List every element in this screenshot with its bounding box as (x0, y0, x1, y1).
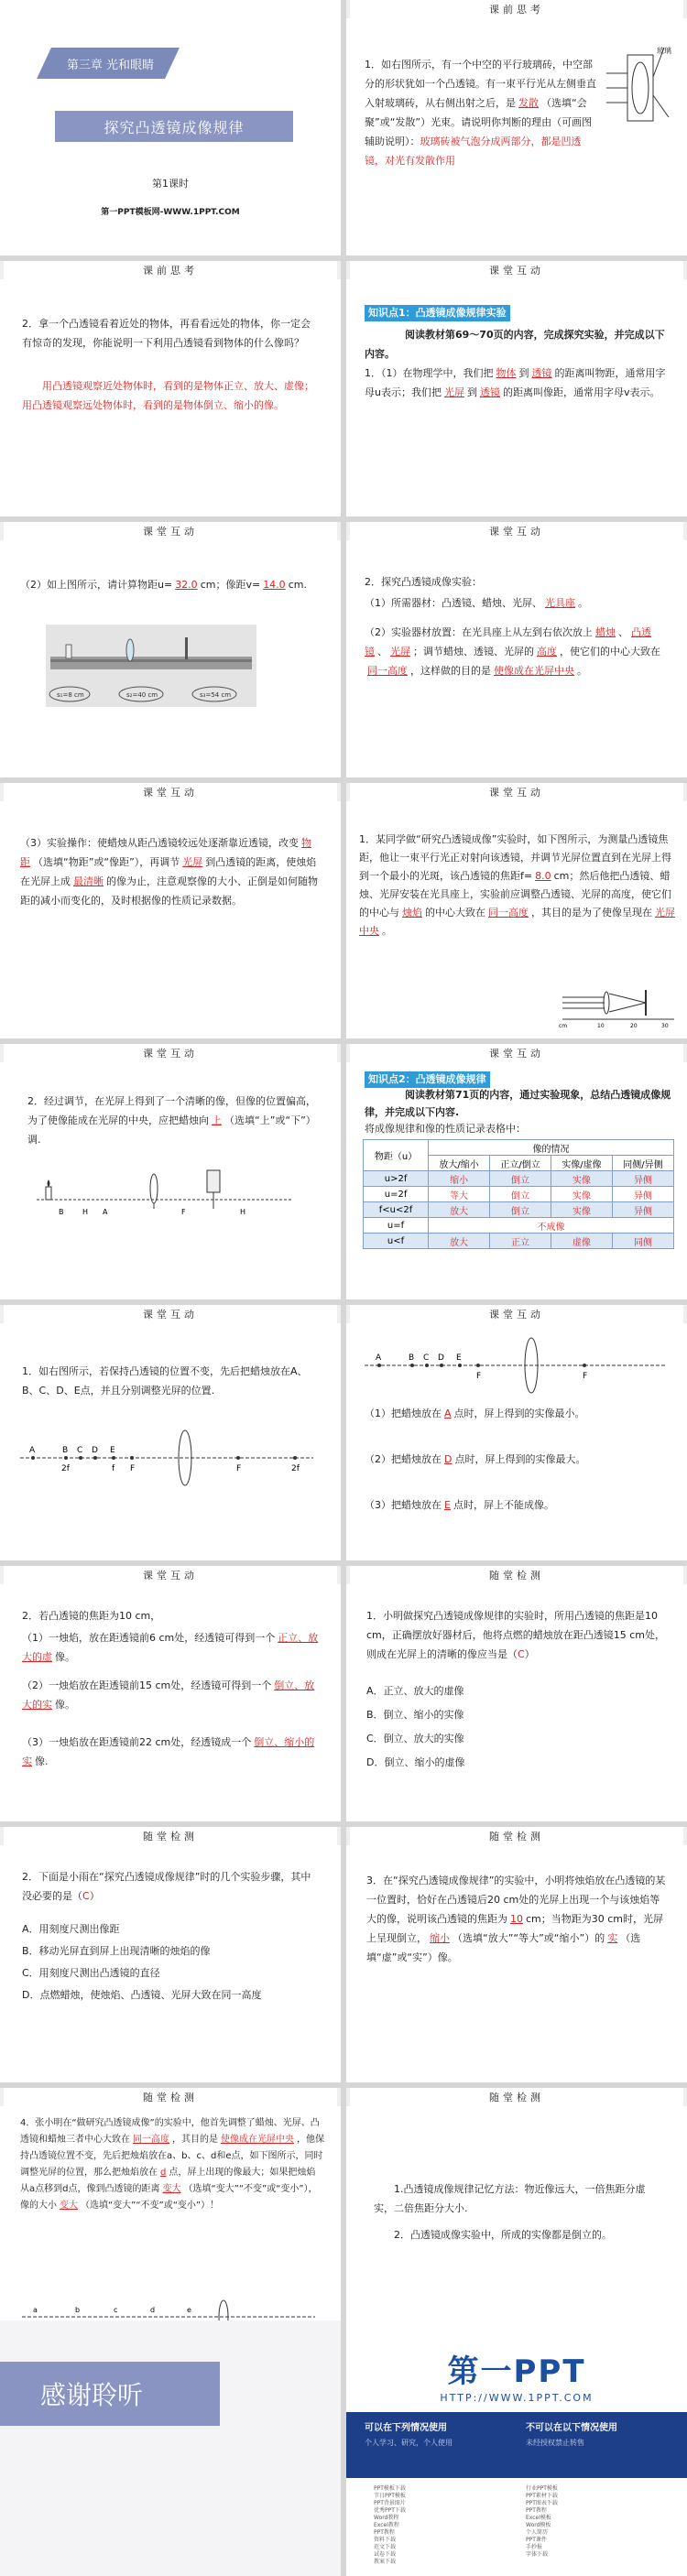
link-item[interactable]: 手抄报 (526, 2544, 543, 2550)
link-item[interactable]: 行业PPT模板 (526, 2485, 558, 2492)
quiz-question-1: 1．小明做探究凸透镜成像规律的实验时，所用凸透镜的焦距是10 cm，正确摆放好器材后，他将点燃的蜡烛放在距凸透镜15 cm处，则成在光屏上的清晰的像应当是（C） (366, 1610, 666, 1660)
slide-header: 随堂检测 (0, 2088, 341, 2106)
focus-right-label: F (583, 1372, 588, 1381)
col-side: 同侧/异侧 (612, 1156, 673, 1171)
link-item[interactable]: Word教程 (374, 2515, 399, 2521)
point-d-label: d (150, 2306, 156, 2314)
option-d: D．点燃蜡烛，使烛焰、凸透镜、光屏大致在同一高度 (22, 1989, 262, 2001)
quiz-question-4: 4．张小明在“做研究凸透镜成像”的实验中，他首先调整了蜡烛、光屏、凸透镜和蜡烛三者中心大致在 同一高度 ，其目的是 使像成在光屏中央 ，他保持凸透镜位置不变，先后把烛焰放在a、b、c、d和e点，如下图所示，同时调整光屏的位置，那么把烛焰放在 d 点，屏上出现的像最大；如果把烛焰从a点移到d点，像到凸透镜的距离 变大 （选填“变大”“不变”或“变小”），像的大小 变大 （选填“变大”“不变”或“变小”）！ (20, 2118, 324, 2211)
slide-summary (346, 2088, 687, 2343)
slide-header: 课堂互动 (0, 1305, 341, 1323)
link-item[interactable]: PPT教程 (526, 2507, 547, 2514)
brand-logo: 第一PPT (447, 2353, 586, 2390)
slide-quiz-1 (346, 1566, 687, 1821)
point-d-label: D (438, 1353, 444, 1363)
table-cell: 异侧 (612, 1187, 673, 1202)
table-header-image: 像的情况 (429, 1140, 674, 1156)
slide-quiz-4 (0, 2088, 341, 2343)
slide-thanks (0, 2321, 341, 2576)
table-cell: 不成像 (429, 1218, 674, 1234)
link-list-right (526, 2485, 558, 2559)
point-c-label: C (423, 1353, 430, 1363)
slide-pre-think-2 (0, 261, 341, 516)
table-cell: 倒立 (490, 1187, 551, 1202)
axis-label-3: A (103, 1208, 108, 1216)
focus-left-label: F (130, 1464, 136, 1473)
allowed-heading: 可以在下列情况使用 (365, 2423, 447, 2433)
points-question: 1．如右图所示，若保持凸透镜的位置不变，先后把蜡烛放在A、B、C、D、E点，并且分别调整光屏的位置. (22, 1365, 308, 1397)
question-1: 1．如右图所示，有一个中空的平行玻璃砖，中空部分的形状犹如一个凸透镜。有一束平行光从左侧垂直入射玻璃砖，从右侧出射之后，是 发散 （选填“会聚”或“发散”）光束。请说明你判断的理由（可画图辅助说明）：玻璃砖被气泡分成两部分，都是凹透镜，对光有发散作用 (365, 59, 596, 167)
point-b-label: B (409, 1353, 415, 1363)
lesson-subtitle: 第1课时 (152, 178, 189, 190)
link-item[interactable]: PPT模板下载 (374, 2485, 406, 2492)
placement-line: （2）实验器材放置：在光具座上从左到右依次放上 蜡烛 、 凸透镜 、 光屏 ；调节蜡烛、透镜、光屏的 高度 ，使它们的中心大致在同一高度 ，这样做的目的是 使像成在光屏中央 。 (365, 626, 660, 677)
table-cell: 实像 (551, 1187, 613, 1202)
table-header-row (364, 1140, 674, 1156)
cover-footer: 第一PPT模板网-WWW.1PPT.COM (101, 208, 240, 217)
position-label-3: s₃=54 cm (200, 691, 232, 699)
table-cell: 同侧 (612, 1234, 673, 1249)
slide-header: 课堂互动 (346, 1305, 687, 1323)
link-list-left (374, 2485, 406, 2566)
slide-experiment-operation (0, 783, 341, 1038)
quiz-options-2 (22, 1918, 320, 2006)
lesson-title: 探究凸透镜成像规律 (55, 111, 293, 142)
table-row (364, 1234, 674, 1249)
table-cell: u=f (364, 1218, 429, 1234)
slide-header: 课堂互动 (0, 522, 341, 540)
slide-header: 课前思考 (346, 0, 687, 18)
table-cell: 缩小 (429, 1171, 490, 1187)
answer-line-3: （3）把蜡烛放在 E 点时，屏上不能成像。 (365, 1499, 554, 1511)
option-d: D．倒立、缩小的虚像 (366, 1756, 465, 1768)
table-cell: 正立 (490, 1234, 551, 1249)
forbidden-heading: 不可以在以下情况使用 (526, 2423, 617, 2433)
slide-header: 随堂检测 (0, 1827, 341, 1845)
glass-brick-diagram (605, 37, 678, 128)
option-c: C．倒立、放大的实像 (366, 1733, 464, 1745)
thanks-text: 感谢聆听 (39, 2380, 143, 2410)
tick-10: 10 (597, 1023, 605, 1028)
imaging-rule-table (363, 1139, 674, 1249)
answer-line-1: （1）把蜡烛放在 A 点时，屏上得到的实像最小。 (365, 1408, 585, 1419)
axis-label-4: F (181, 1208, 186, 1216)
answer-line-2: （2）把蜡烛放在 D 点时，屏上得到的实像最大。 (365, 1453, 586, 1465)
quiz-options-1 (366, 1679, 669, 1775)
slide-header: 课堂互动 (0, 1044, 341, 1062)
link-item[interactable]: 优秀PPT下载 (374, 2507, 406, 2514)
answer-2: 用凸透镜观察近处物体时，看到的是物体正立、放大、虚像；用凸透镜观察远处物体时，看到的是物体倒立、缩小的像。 (22, 380, 314, 411)
table-cell: 放大 (429, 1202, 490, 1218)
table-cell: 放大 (429, 1234, 490, 1249)
focus-left-label: F (476, 1372, 482, 1381)
table-cell: u>2f (364, 1171, 429, 1187)
quiz-question-3: 3．在“探究凸透镜成像规律”的实验中，小明将烛焰放在凸透镜的某一位置时，恰好在凸透镜后20 cm处的光屏上出现一个与该烛焰等大的像，说明该凸透镜的焦距为 10 cm；当物距为30 cm时，光屏上呈现倒立， 缩小 （选填“放大”“等大”或“缩小”）的 实 （选填“虚”或“实”）像。 (366, 1875, 666, 1963)
point-b-label: b (75, 2306, 81, 2314)
case-15cm: （2）一烛焰放在距透镜前15 cm处，经透镜可得到一个 倒立、放大的实 像。 (22, 1679, 315, 1711)
optical-bench-photo (46, 625, 256, 707)
link-item[interactable]: 教案下载 (374, 2559, 397, 2565)
table-row (364, 1218, 674, 1234)
link-item[interactable]: PPT图表下载 (526, 2500, 558, 2506)
reading-instruction: 阅读教材第69～70页的内容，完成探究实验，并完成以下内容。 (365, 329, 665, 360)
table-row (364, 1187, 674, 1202)
table-cell: 倒立 (490, 1202, 551, 1218)
col-type: 实像/虚像 (551, 1156, 613, 1171)
point-e-label: e (187, 2306, 191, 2314)
slide-header: 课堂互动 (346, 522, 687, 540)
summary-line-1: 1.凸透镜成像规律记忆方法：物近像远大，一倍焦距分虚实，二倍焦距分大小. (374, 2183, 646, 2214)
chapter-label: 第三章 光和眼睛 (66, 59, 155, 72)
slide-header: 随堂检测 (346, 1827, 687, 1845)
case-22cm: （3）一烛焰放在距透镜前22 cm处，经透镜成一个 倒立、缩小的实 像. (22, 1736, 315, 1767)
link-item[interactable]: PPT教程 (374, 2529, 395, 2536)
slide-kp2-table (346, 1044, 687, 1299)
table-header-u: 物距（u） (364, 1140, 429, 1171)
knowledge-point-badge: 知识点2：凸透镜成像规律 (365, 1069, 490, 1088)
table-cell: 异侧 (612, 1171, 673, 1187)
col-size: 放大/缩小 (429, 1156, 490, 1171)
focus-right-label: F (236, 1464, 242, 1473)
knowledge-point-badge: 知识点1：凸透镜成像规律实验 (365, 302, 510, 321)
slide-header: 随堂检测 (346, 2088, 687, 2106)
fill-blank-distance: 1．（1）在物理学中，我们把 物体 到 透镜 的距离叫物距，通常用字母u表示；我们把 光屏 到 透镜 的距离叫像距，通常用字母v表示。 (365, 367, 666, 398)
operation-text: （3）实验操作：使蜡烛从距凸透镜较远处逐渐靠近透镜，改变 物距 （选填“物距”或“像距”），再调节 光屏 到凸透镜的距离，使烛焰在光屏上成 最清晰 的像为止，注意观察像的大小、正倒是如何随物距的减小而变化的，及时根据像的性质记录数据。 (20, 837, 318, 907)
slide-header: 课堂互动 (346, 1044, 687, 1062)
brand-url: HTTP://WWW.1PPT.COM (440, 2392, 594, 2404)
summary-line-2: 2．凸透镜成像实验中，所成的实像都是倒立的。 (394, 2229, 612, 2241)
case-6cm: （1）一烛焰，放在距透镜前6 cm处，经透镜可得到一个 正立、放大的虚 像。 (22, 1632, 319, 1663)
link-item[interactable]: 个人简历 (526, 2529, 549, 2536)
axis-diagram (20, 1429, 313, 1493)
axis-label-5: H (240, 1208, 246, 1216)
slide-focal-length (346, 783, 687, 1038)
point-e-label: E (456, 1353, 462, 1363)
experiment-title: 2．探究凸透镜成像实验： (365, 576, 482, 588)
slide-kp1-intro (346, 261, 687, 516)
table-cell: u=2f (364, 1187, 429, 1202)
slide-header: 课堂互动 (346, 261, 687, 279)
point-a-label: a (33, 2306, 38, 2314)
link-item[interactable]: 字体下载 (526, 2551, 549, 2558)
table-cell: f<u<2f (364, 1202, 429, 1218)
slide-header: 课堂互动 (0, 1566, 341, 1584)
option-b: B．移动光屏直到屏上出现清晰的烛焰的像 (22, 1945, 211, 1957)
tick-cm: cm (559, 1023, 568, 1028)
slide-quiz-2 (0, 1827, 341, 2082)
link-item[interactable]: 范文下载 (374, 2544, 397, 2550)
tick-30: 30 (661, 1023, 669, 1028)
table-cell: 实像 (551, 1171, 613, 1187)
slide-adjust-candle (0, 1044, 341, 1299)
slide-header: 课堂互动 (346, 783, 687, 801)
focal-intro: 2．若凸透镜的焦距为10 cm， (22, 1610, 161, 1622)
link-item[interactable]: PPT素材下载 (526, 2493, 558, 2499)
option-a: A．用刻度尺测出像距 (22, 1923, 120, 1935)
focal-question: 1．某同学做“研究凸透镜成像”实验时，如下图所示，为测量凸透镜焦距，他让一束平行光正对射向该透镜，并调节光屏位置直到在光屏上得到一个最小的光斑，该凸透镜的焦距f= 8.0 cm；然后他把凸透镜、蜡烛、光屏安装在光具座上，实验前应调整凸透镜、光屏的高度，使它们的中心与 烛焰 的中心大致在 同一高度 ，其目的是为了使像呈现在 光屏中央 。 (359, 833, 675, 937)
table-cell: 倒立 (490, 1171, 551, 1187)
axis-diagram (365, 1334, 667, 1398)
option-b: B．倒立、缩小的实像 (366, 1709, 464, 1721)
link-item[interactable]: Excel教程 (374, 2522, 399, 2528)
slide-measure-distance (0, 522, 341, 777)
slide-brand (346, 2321, 687, 2576)
slide-header: 课堂互动 (0, 783, 341, 801)
tick-20: 20 (630, 1023, 638, 1028)
position-label-2: s₂=40 cm (126, 691, 158, 699)
link-item[interactable]: PPT背景图片 (374, 2500, 406, 2506)
table-cell: 异侧 (612, 1202, 673, 1218)
link-item[interactable]: 资料下载 (374, 2537, 397, 2543)
table-row (364, 1202, 674, 1218)
glass-label: 玻璃 (657, 47, 671, 55)
focal-diagram (559, 983, 678, 1028)
slide-points-question (0, 1305, 341, 1560)
link-item[interactable]: Word模板 (526, 2522, 551, 2528)
link-item[interactable]: PPT课件 (526, 2537, 547, 2543)
brand-banner (346, 2412, 687, 2478)
allowed-text: 个人学习、研究，个人使用 (365, 2439, 453, 2447)
slide-focal-ten (0, 1566, 341, 1821)
link-item[interactable]: Excel模板 (526, 2515, 551, 2521)
twof-left-label: 2f (61, 1464, 70, 1473)
slide-cover (0, 0, 341, 255)
measure-question: （2）如上图所示，请计算物距u= 32.0 cm；像距v= 14.0 cm. (20, 579, 307, 591)
link-item[interactable]: 节日PPT模板 (374, 2493, 406, 2499)
quiz-question-2: 2．下面是小雨在“探究凸透镜成像规律”时的几个实验步骤，其中没必要的是（C） (22, 1871, 311, 1902)
point-c-label: c (114, 2306, 118, 2314)
slide-experiment-setup (346, 522, 687, 777)
slide-points-answers (346, 1305, 687, 1560)
point-c-label: C (77, 1446, 83, 1455)
reading-instruction: 阅读教材第71页的内容，通过实验现象，总结凸透镜成像规律，并完成以下内容. (365, 1089, 671, 1118)
slide-header: 随堂检测 (346, 1566, 687, 1584)
candle-lens-screen-diagram (37, 1161, 293, 1225)
position-label-1: s₁=8 cm (57, 691, 84, 699)
link-item[interactable]: 试卷下载 (374, 2551, 397, 2558)
point-a-label: A (376, 1353, 382, 1363)
question-2: 2．拿一个凸透镜看着近处的物体，再看看远处的物体，你一定会有惊奇的发现，你能说明一下利用凸透镜看到物体的什么像吗？ (22, 318, 311, 349)
point-a-label: A (29, 1446, 36, 1455)
axis-label-2: H (82, 1208, 89, 1216)
point-b-label: B (62, 1446, 69, 1455)
col-orientation: 正立/倒立 (490, 1156, 551, 1171)
table-row (364, 1171, 674, 1187)
equipment-line: （1）所需器材：凸透镜、蜡烛、光屏、 光具座 。 (365, 597, 588, 609)
option-a: A．正立、放大的虚像 (366, 1685, 464, 1697)
slide-header: 课前思考 (0, 261, 341, 279)
f-left-label: f (112, 1464, 115, 1473)
table-cell: 等大 (429, 1187, 490, 1202)
slide-pre-think-1 (346, 0, 687, 255)
twof-right-label: 2f (291, 1464, 300, 1473)
table-cell: 实像 (551, 1202, 613, 1218)
option-c: C．用刻度尺测出凸透镜的直径 (22, 1967, 160, 1979)
table-cell: 虚像 (551, 1234, 613, 1249)
table-cell: u<f (364, 1234, 429, 1249)
slide-quiz-3 (346, 1827, 687, 2082)
table-instruction: 将成像规律和像的性质记录表格中： (365, 1123, 526, 1135)
adjust-question: 2．经过调节，在光屏上得到了一个清晰的像，但像的位置偏高，为了使像能成在光屏的中央，应把蜡烛向 上 （选填“上”或“下”）调. (27, 1095, 316, 1146)
point-e-label: E (110, 1446, 115, 1455)
point-d-label: D (92, 1446, 98, 1455)
forbidden-text: 未经授权禁止转售 (526, 2439, 584, 2447)
axis-label-1: B (59, 1208, 64, 1216)
